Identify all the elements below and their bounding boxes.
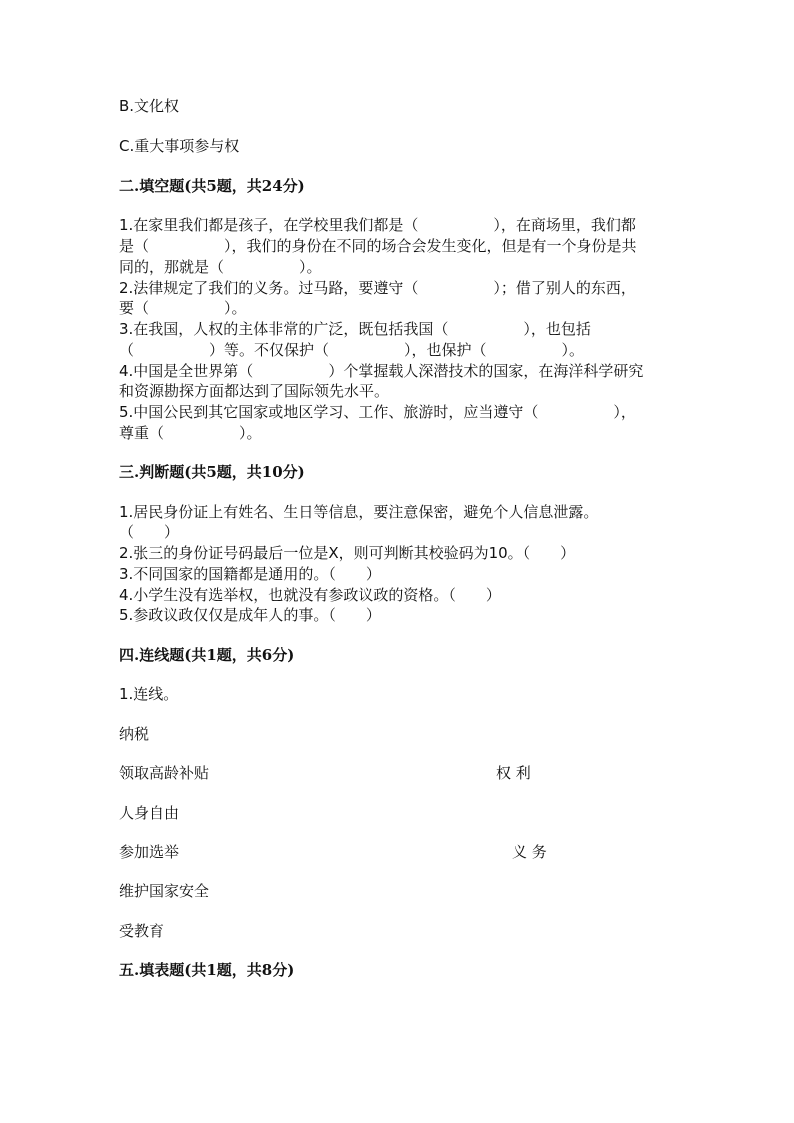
judge-line-1: 1.居民身份证上有姓名、生日等信息，要注意保密，避免个人信息泄露。 (119, 503, 599, 521)
option-c: C.重大事项参与权 (119, 137, 240, 155)
match-left-item: 纳税 (119, 725, 150, 743)
match-left-item: 维护国家安全 (119, 882, 210, 900)
fill-line-6: 3.在我国，人权的主体非常的广泛，既包括我国（ ），也包括 (119, 320, 591, 338)
match-left-item: 参加选举 (119, 843, 180, 861)
judge-line-3: 2.张三的身份证号码最后一位是X，则可判断其校验码为10。（ ） (119, 544, 576, 562)
section-4-heading: 四.连线题(共1题，共6分) (119, 646, 295, 664)
section-2-heading: 二.填空题(共5题，共24分) (119, 177, 305, 195)
fill-line-3: 同的，那就是（ ）。 (119, 258, 322, 276)
fill-line-2: 是（ ），我们的身份在不同的场合会发生变化，但是有一个身份是共 (119, 237, 637, 255)
section-3-heading: 三.判断题(共5题，共10分) (119, 463, 305, 481)
option-b: B.文化权 (119, 97, 180, 115)
match-prompt: 1.连线。 (119, 685, 179, 703)
fill-line-11: 尊重（ ）。 (119, 424, 262, 442)
match-right-rights: 权 利 (496, 764, 531, 782)
judge-line-4: 3.不同国家的国籍都是通用的。（ ） (119, 565, 381, 583)
judge-line-6: 5.参政议政仅仅是成年人的事。（ ） (119, 606, 381, 624)
judge-line-2: （ ） (119, 523, 180, 541)
section-5-heading: 五.填表题(共1题，共8分) (119, 961, 295, 979)
fill-line-5: 要（ ）。 (119, 299, 247, 317)
fill-line-1: 1.在家里我们都是孩子，在学校里我们都是（ ），在商场里，我们都 (119, 216, 636, 234)
fill-line-4: 2.法律规定了我们的义务。过马路，要遵守（ ）；借了别人的东西， (119, 279, 636, 297)
fill-line-9: 和资源勘探方面都达到了国际领先水平。 (119, 382, 390, 400)
match-left-item: 受教育 (119, 922, 165, 940)
match-left-item: 领取高龄补贴 (119, 764, 210, 782)
judge-line-5: 4.小学生没有选举权，也就没有参政议政的资格。（ ） (119, 586, 501, 604)
fill-line-7: （ ）等。不仅保护（ ），也保护（ ）。 (119, 341, 585, 359)
fill-line-8: 4.中国是全世界第（ ）个掌握载人深潜技术的国家，在海洋科学研究 (119, 362, 644, 380)
match-right-duties: 义 务 (512, 843, 547, 861)
fill-line-10: 5.中国公民到其它国家或地区学习、工作、旅游时，应当遵守（ ）， (119, 403, 636, 421)
match-left-item: 人身自由 (119, 804, 180, 822)
